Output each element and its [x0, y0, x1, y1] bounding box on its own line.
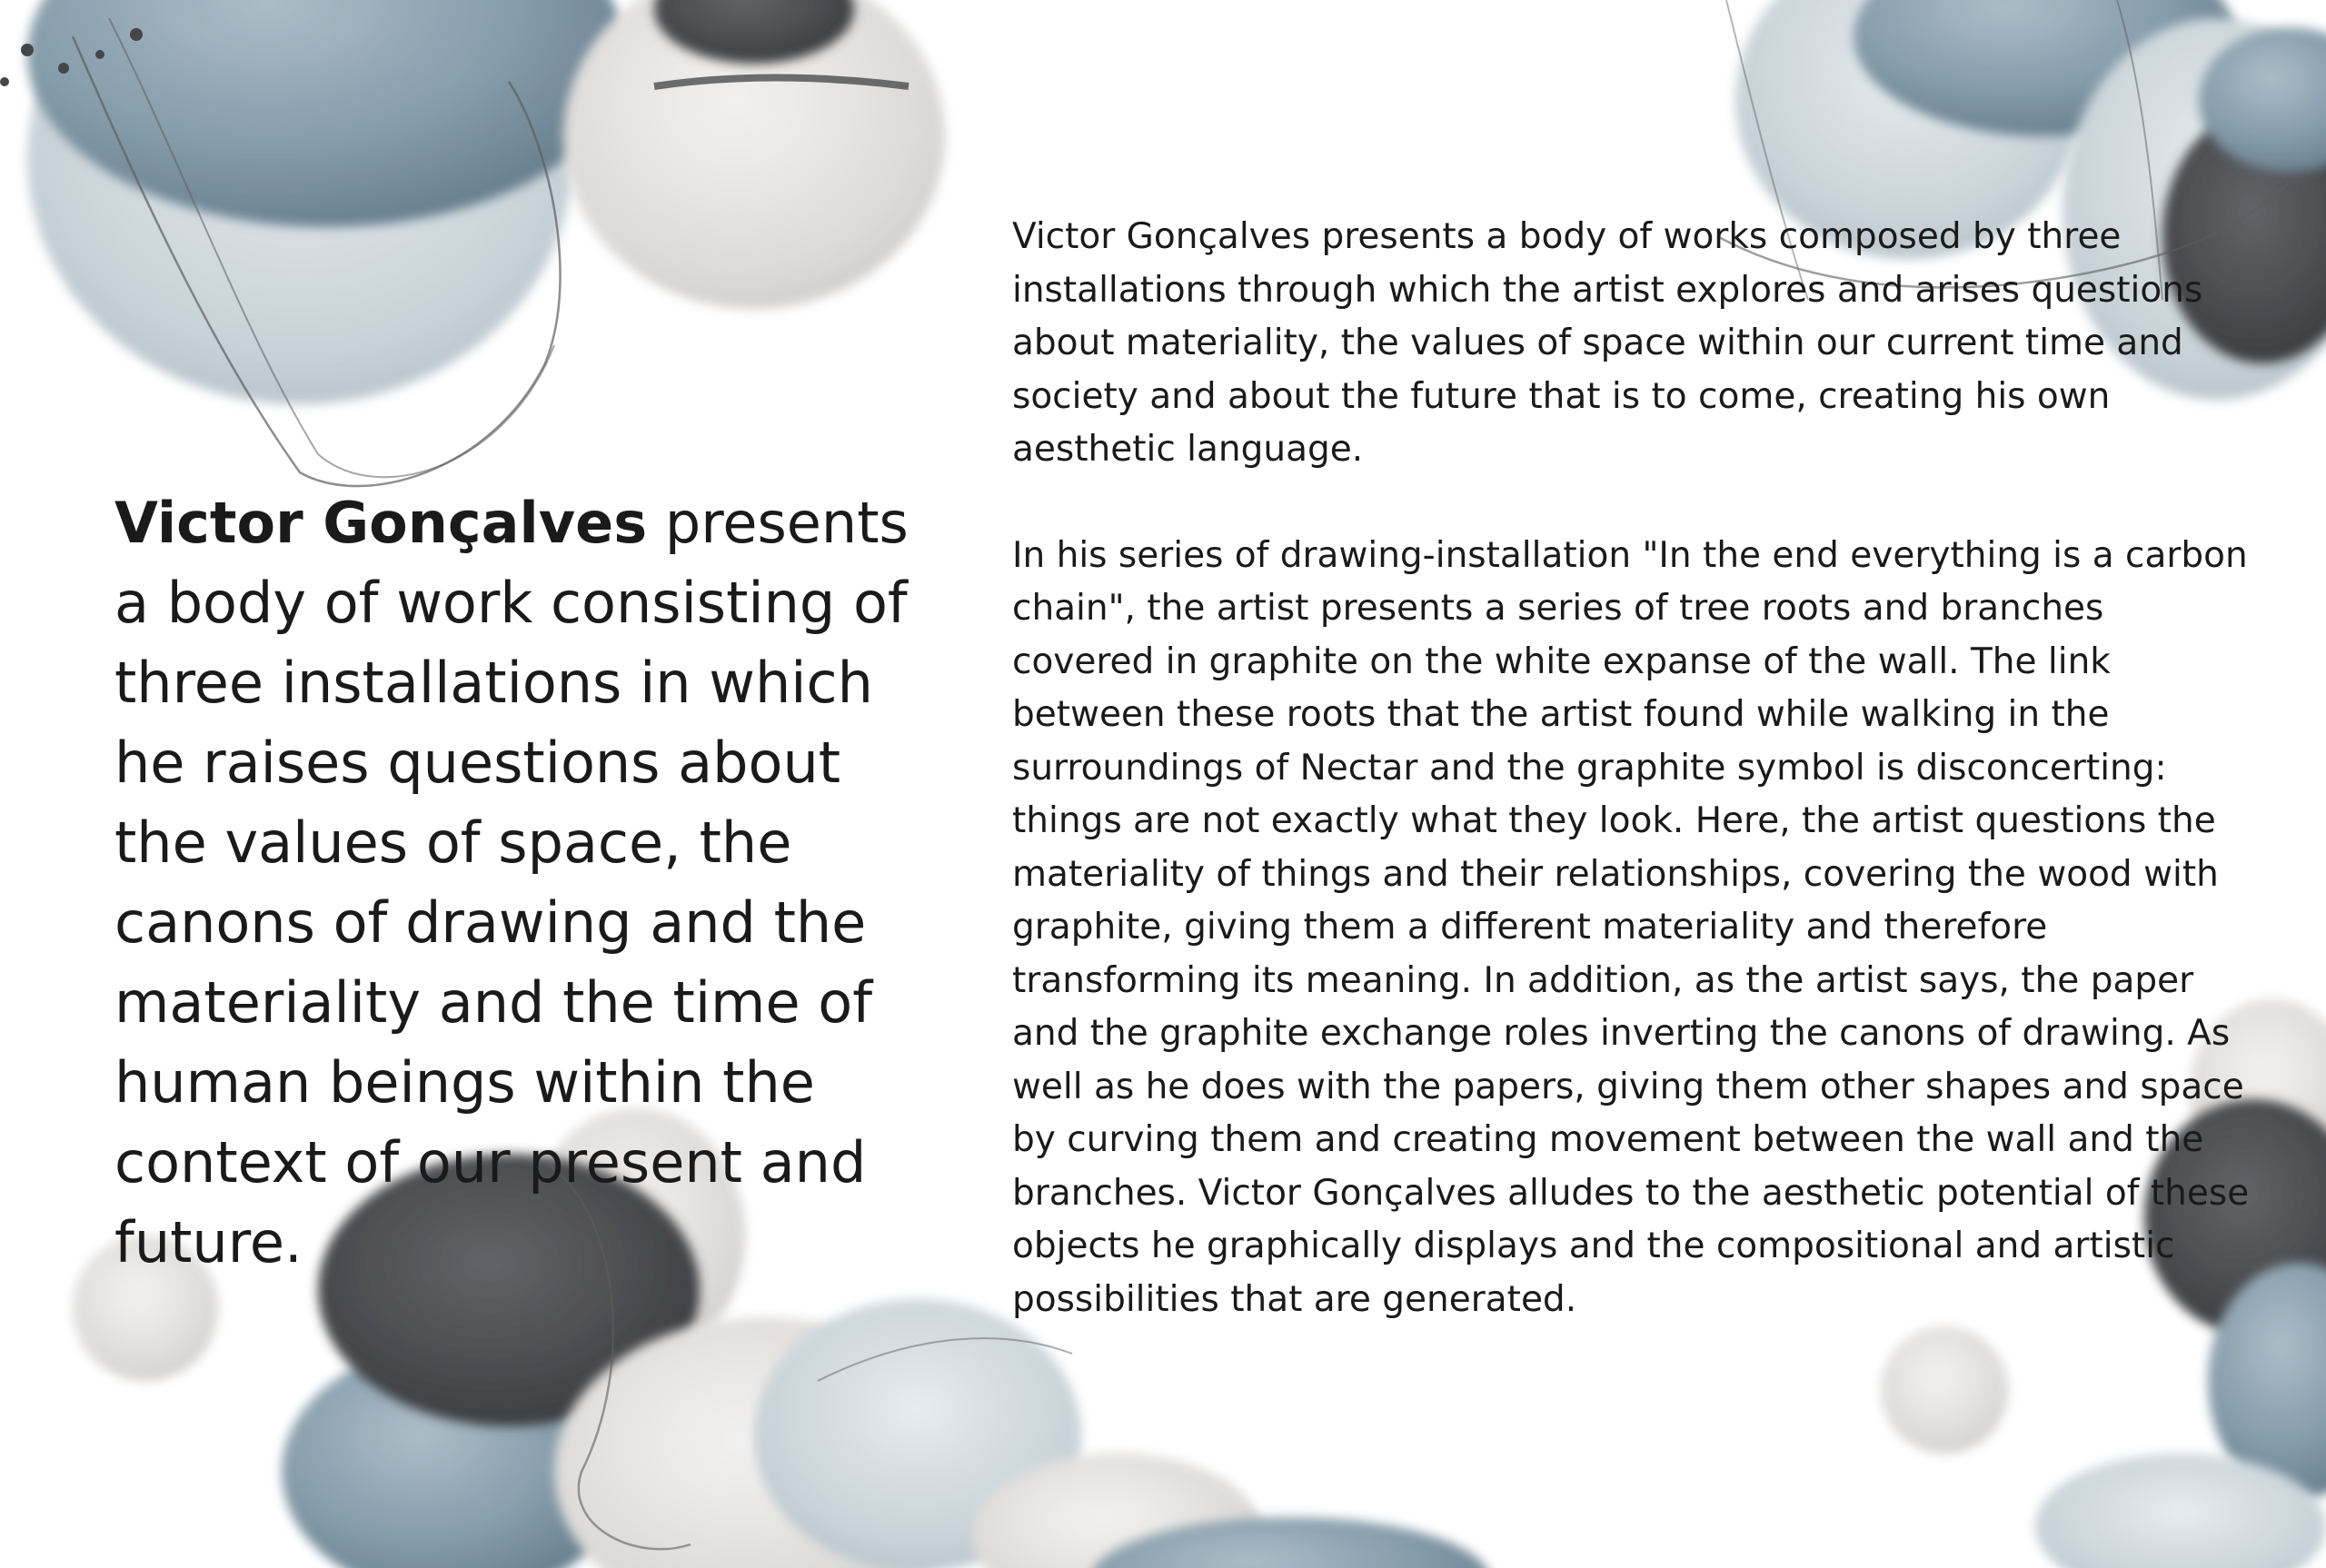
- intro-statement: [114, 483, 950, 1283]
- intro-text: presents a body of work consisting of three installations in which he raises questions about the values of space, the canons of drawing and the materiality and the time of human beings within the context of our present and future.: [114, 490, 909, 1275]
- body-paragraph-1: Victor Gonçalves presents a body of works composed by three installations through which the artist explores and arises questions about materiality, the values of space within our current time and society and about the future that is to come, creating his own aesthetic language.: [1012, 216, 2203, 470]
- body-paragraph-2: In his series of drawing-installation "In the end everything is a carbon chain", the artist presents a series of tree roots and branches covered in graphite on the white expanse of the wall. The link between these roots that the artist found while walking in the surroundings of Nectar and the graphite symbol is disconcerting: things are not exactly what they look. Here, the artist questions the materiality of things and their relationships, covering the wood with graphite, giving them a different materiality and therefore transforming its meaning. In addition, as the artist says, the paper and the graphite exchange roles inverting the canons of drawing. As well as he does with the papers, giving them other shapes and space by curving them and creating movement between the wall and the branches. Victor Gonçalves alludes to the aesthetic potential of these objects he graphically displays and the compositional and artistic possibilities that are generated.: [1012, 534, 2250, 1320]
- body-text: [1012, 211, 2257, 1326]
- artist-name: Victor Gonçalves: [114, 490, 648, 556]
- top-left-watercolor: [0, 0, 945, 486]
